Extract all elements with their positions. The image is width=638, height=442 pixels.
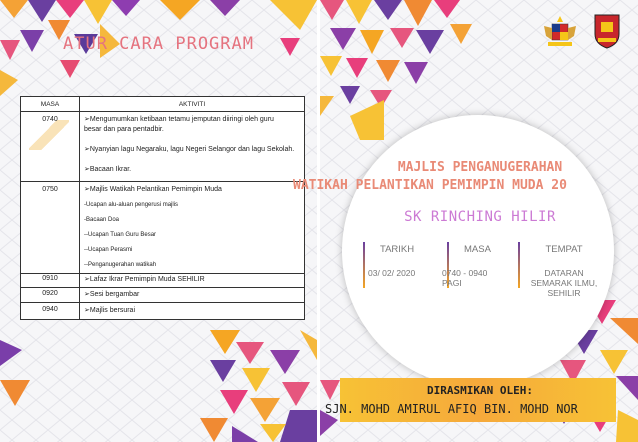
detail-value: DATARAN <box>544 268 584 278</box>
masa-header: MASA <box>21 97 80 112</box>
malaysia-coat-of-arms-icon <box>540 14 580 50</box>
agenda-activity <box>80 112 305 182</box>
activity-line: -Ucapan alu-aluan pengerusi majlis <box>84 202 179 208</box>
agenda-time: 0750 <box>21 182 80 274</box>
detail-value: 0740 - 0940 <box>442 268 488 278</box>
agenda-row <box>21 112 305 182</box>
agenda-time: 0910 <box>21 274 80 288</box>
detail-label: MASA <box>464 244 491 255</box>
activity-line: ➢Nyanyian lagu Negaraku, lagu Negeri Selangor dan lagu Sekolah. <box>84 146 295 153</box>
detail-time <box>442 244 530 288</box>
activity-line: --Penganugerahan watikah <box>84 262 157 268</box>
agenda-row <box>21 274 305 288</box>
detail-divider <box>363 242 365 288</box>
agenda-row <box>21 303 305 320</box>
agenda-activity: ➢Majlis bersurai <box>80 303 305 320</box>
officiated-label: DIRASMIKAN OLEH: <box>427 384 533 397</box>
detail-value: SEMARAK ILMU, <box>530 278 598 288</box>
detail-label: TEMPAT <box>545 244 583 255</box>
agenda-row <box>21 182 305 274</box>
detail-value: SEHILIR <box>547 288 581 298</box>
agenda-time: 0920 <box>21 288 80 303</box>
school-name: SK RINCHING HILIR <box>404 209 556 225</box>
agenda-time: 0940 <box>21 303 80 320</box>
event-title-line2: WATIKAH PELANTIKAN PEMIMPIN MUDA 20 <box>293 178 567 193</box>
agenda-activity <box>80 182 305 274</box>
agenda-activity: ➢Sesi bergambar <box>80 288 305 303</box>
activity-line: ➢Mengumumkan ketibaan tetamu jemputan diiringi oleh guru <box>84 116 274 123</box>
detail-label: TARIKH <box>380 244 415 255</box>
detail-value: PAGI <box>442 278 462 288</box>
agenda-time: 0740 <box>21 112 80 182</box>
detail-venue <box>524 244 604 298</box>
agenda-activity: ➢Lafaz Ikrar Pemimpin Muda SEHILIR <box>80 274 305 288</box>
agenda-table <box>20 96 305 320</box>
program-page <box>0 0 317 442</box>
agenda-row <box>21 288 305 303</box>
detail-value: 03/ 02/ 2020 <box>368 268 416 278</box>
activity-line: ➢Bacaan Ikrar. <box>84 166 132 173</box>
activity-line: --Ucapan Tuan Guru Besar <box>84 232 157 238</box>
program-title: ATUR CARA PROGRAM <box>63 34 254 54</box>
agenda-header-row <box>21 97 305 112</box>
activity-line: ➢Majlis Watikah Pelantikan Pemimpin Muda <box>84 186 222 193</box>
aktiviti-header: AKTIVITI <box>80 97 305 112</box>
school-crest-icon <box>592 12 622 50</box>
activity-line: -Bacaan Doa <box>84 217 120 223</box>
activity-line: --Ucapan Perasmi <box>84 247 133 253</box>
officiated-name: SJN. MOHD AMIRUL AFIQ BIN. MOHD NOR <box>325 402 578 416</box>
event-title-line1: MAJLIS PENGANUGERAHAN <box>397 160 563 175</box>
activity-line: besar dan para pentadbir. <box>84 126 164 133</box>
